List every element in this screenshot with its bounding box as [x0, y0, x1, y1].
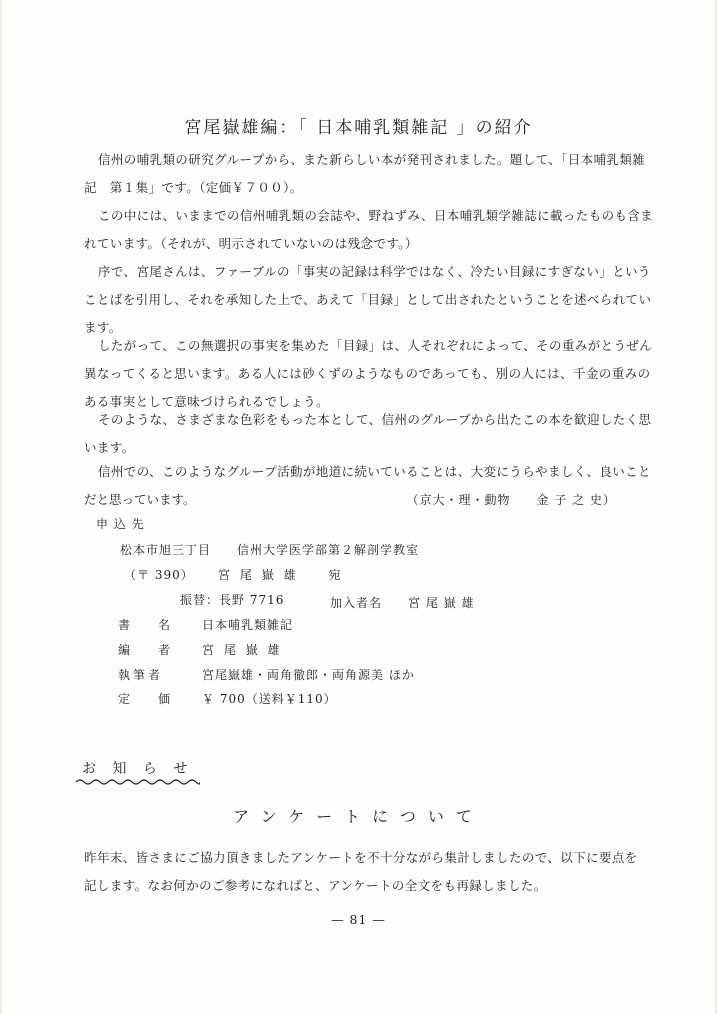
paragraph-4	[84, 332, 653, 416]
order-recipient: 宮 尾 嶽 雄 宛	[218, 568, 344, 582]
wavy-underline	[76, 778, 200, 786]
book-info-value: 宮 尾 嶽 雄	[202, 643, 283, 657]
paragraph-line: 記します。なお何かのご参考になればと、アンケートの全文をも再録しました。	[84, 878, 547, 893]
closing-text: だと思っています。	[84, 492, 196, 507]
book-info-label: 執筆者	[118, 668, 164, 682]
paragraph-2	[84, 202, 654, 258]
paragraph-line: したがって、この無選択の事実を集めた「目録」は、人それぞれによって、その重みがとうぜん	[98, 338, 653, 353]
paragraph-line: ます。	[84, 320, 122, 335]
paragraph-line: 信州の哺乳類の研究グループから、また新らしい本が発刊されました。題して、「日本哺乳類雑	[98, 152, 646, 167]
order-postal: （〒 390）	[124, 568, 194, 582]
book-info-value: 宮尾嶽雄・両角徹郎・両角源美 ほか	[202, 668, 415, 682]
page-number: — 81 —	[331, 912, 386, 927]
order-address: 松本市旭三丁目 信州大学医学部第２解剖学教室	[120, 543, 420, 557]
paragraph-6	[84, 458, 651, 486]
paragraph-line: れています。（それが、明示されていないのは残念です。）	[84, 236, 418, 251]
paragraph-line: 異なってくると思います。ある人には砂くずのようなものであっても、別の人には、千金の重みの	[84, 366, 651, 381]
paragraph-line: そのような、さまざまな色彩をもった本として、信州のグループから出たこの本を歓迎したく思	[98, 412, 652, 427]
notice-subtitle: アンケートについて	[233, 807, 484, 826]
paragraph-line: ある事実として意味づけられるでしょう。	[84, 394, 329, 409]
paragraph-line: 昨年末、皆さまにご協力頂きましたアンケートを不十分ながら集計しましたので、以下に要点を	[84, 850, 638, 865]
book-info-value: ￥ 700（送料￥110）	[202, 692, 337, 706]
book-info-label: 書 名	[118, 618, 179, 632]
book-info-label: 定 価	[118, 692, 179, 706]
paragraph-line: 記 第１集」です。（定価￥７００）。	[84, 180, 303, 195]
article-title: 宮尾嶽雄編：「 日本哺乳類雑記 」の紹介	[184, 118, 533, 138]
paragraph-line: います。	[84, 440, 135, 455]
notice-paragraph	[84, 844, 638, 900]
paragraph-line: ことばを引用し、それを承知した上で、あえて「目録」として出されたということを述べられてい	[84, 292, 652, 307]
page-edge-left	[0, 0, 3, 1014]
paragraph-line: 序で、宮尾さんは、ファーブルの「事実の記録は科学ではなく、冷たい目録にすぎない」という	[98, 264, 651, 279]
paragraph-3	[84, 258, 652, 342]
paragraph-line: この中には、いままでの信州哺乳類の会誌や、野ねずみ、日本哺乳類学雑誌に載ったものも含ま	[98, 208, 654, 223]
book-info-value: 日本哺乳類雑記	[202, 618, 294, 632]
paragraph-5	[84, 406, 652, 462]
closing-row	[84, 486, 624, 514]
paragraph-1	[84, 146, 646, 202]
notice-label: お 知 ら せ	[82, 761, 194, 777]
order-heading: 申 込 先	[96, 517, 145, 531]
paragraph-line: 信州での、このようなグループ活動が地道に続いていることは、大変にうらやましく、良いこと	[98, 464, 651, 479]
author-signature: （京大・理・動物 金 子 之 史）	[406, 493, 616, 507]
order-account-holder: 加入者名 宮 尾 嶽 雄	[330, 596, 475, 610]
book-info-label: 編 者	[118, 643, 179, 657]
order-transfer: 振替：長野 7716	[180, 593, 285, 607]
